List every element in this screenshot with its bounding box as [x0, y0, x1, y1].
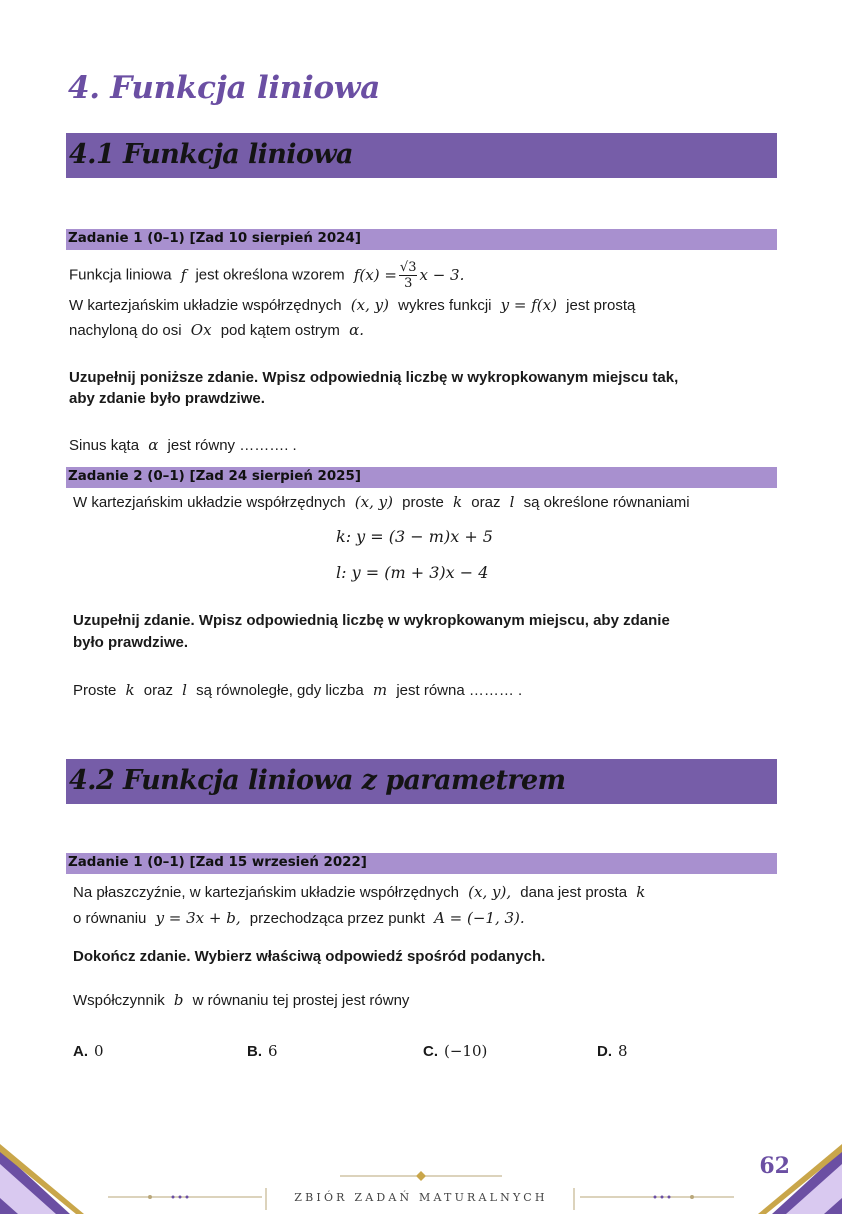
text: Na płaszczyźnie, w kartezjańskim układzie współrzędnych [73, 884, 459, 901]
text: Sinus kąta [69, 437, 140, 454]
option-value: 0 [94, 1042, 104, 1060]
task-header-label: Zadanie 1 (0–1) [Zad 10 sierpień 2024] [68, 231, 361, 246]
math-symbol: k [453, 493, 463, 511]
math-symbol: y = f(x) [500, 296, 557, 314]
math-symbol: l [509, 493, 515, 511]
chapter-title: 4. Funkcja liniowa [68, 70, 381, 106]
text: W kartezjańskim układzie współrzędnych [69, 297, 342, 314]
section-header-4-1 [66, 133, 777, 178]
section-header-4-2 [66, 759, 777, 804]
fraction-numerator: √3 [399, 260, 417, 275]
option-letter: D. [597, 1043, 612, 1060]
text: jest określona wzorem [195, 266, 345, 284]
math-symbol: α [148, 436, 159, 454]
math-formula: y = 3x + b, [155, 909, 241, 927]
text: przechodząca przez punkt [249, 910, 425, 927]
equation-l: l: y = (m + 3)x − 4 [336, 563, 489, 582]
math-symbol: l [182, 681, 187, 699]
page-number: 62 [759, 1153, 790, 1179]
task-header [66, 229, 777, 250]
math-formula [349, 260, 470, 291]
option-letter: C. [423, 1043, 438, 1060]
footer-diamond-icon [416, 1171, 426, 1181]
math-symbol: (x, y), [468, 883, 512, 901]
task-text-line [69, 260, 469, 291]
text: Proste [73, 682, 117, 699]
text: są równoległe, gdy liczba [196, 682, 364, 699]
task-text-line [73, 908, 530, 929]
text: pod kątem ostrym [220, 322, 340, 339]
math-symbol: k [125, 681, 135, 699]
math-symbol: Ox [190, 321, 212, 339]
task-header [66, 467, 777, 488]
task-text-line [69, 295, 635, 316]
math-symbol: b [173, 991, 184, 1009]
formula-lhs: f(x) = [353, 265, 397, 284]
answer-option-d[interactable] [597, 1041, 628, 1062]
math-symbol: k [636, 883, 646, 901]
task-header-label: Zadanie 1 (0–1) [Zad 15 wrzesień 2022] [68, 855, 367, 870]
answer-option-c[interactable] [423, 1041, 487, 1062]
math-symbol: α. [349, 321, 364, 339]
task-text-line [73, 882, 650, 903]
task-text-line [73, 492, 690, 513]
text: wykres funkcji [398, 297, 492, 314]
math-symbol: (x, y) [354, 493, 393, 511]
text: jest równy ………. . [167, 437, 297, 454]
math-symbol: f [180, 265, 187, 284]
text: W kartezjańskim układzie współrzędnych [73, 494, 346, 511]
task-instruction: Uzupełnij zdanie. Wpisz odpowiednią liczbę w wykropkowanym miejscu, aby zdanie [73, 612, 670, 629]
math-formula: A = (−1, 3). [434, 909, 525, 927]
option-value: 8 [618, 1042, 628, 1060]
text: nachyloną do osi [69, 322, 182, 339]
task-header-label: Zadanie 2 (0–1) [Zad 24 sierpień 2025] [68, 469, 361, 484]
text: jest równa ……… . [396, 682, 523, 699]
text: Funkcja liniowa [69, 266, 172, 284]
option-value: (−10) [444, 1042, 488, 1060]
section-title: 4.1 Funkcja liniowa [69, 139, 353, 170]
text: oraz [471, 494, 501, 511]
formula-rhs: x − 3. [419, 265, 465, 284]
text: Współczynnik [73, 992, 165, 1009]
task-instruction: aby zdanie było prawdziwe. [69, 390, 265, 407]
fraction [399, 260, 418, 291]
task-instruction: Uzupełnij poniższe zdanie. Wpisz odpowiednią liczbę w wykropkowanym miejscu tak, [69, 369, 679, 386]
text: o równaniu [73, 910, 147, 927]
task-instruction: było prawdziwe. [73, 634, 189, 651]
answer-option-b[interactable] [247, 1041, 278, 1062]
equation-k: k: y = (3 − m)x + 5 [336, 527, 493, 546]
task-header [66, 853, 777, 874]
answer-option-a[interactable] [73, 1041, 104, 1062]
task-text-line [69, 320, 369, 341]
text: proste [402, 494, 444, 511]
text: jest prostą [566, 297, 636, 314]
text: dana jest prosta [520, 884, 628, 901]
task-instruction: Dokończ zdanie. Wybierz właściwą odpowiedź spośród podanych. [73, 948, 546, 965]
section-title: 4.2 Funkcja liniowa z parametrem [69, 765, 566, 796]
option-letter: B. [247, 1043, 262, 1060]
math-symbol: m [372, 681, 388, 699]
task-answer-line [69, 435, 297, 456]
text: są określone równaniami [523, 494, 690, 511]
math-symbol: (x, y) [350, 296, 389, 314]
task-answer-line [73, 680, 522, 701]
option-value: 6 [268, 1042, 278, 1060]
option-letter: A. [73, 1043, 88, 1060]
task-question-line [73, 990, 409, 1011]
footer-book-title: ZBIÓR ZADAŃ MATURALNYCH [294, 1191, 548, 1204]
fraction-denominator: 3 [404, 276, 413, 291]
text: w równaniu tej prostej jest równy [192, 992, 410, 1009]
text: oraz [143, 682, 173, 699]
